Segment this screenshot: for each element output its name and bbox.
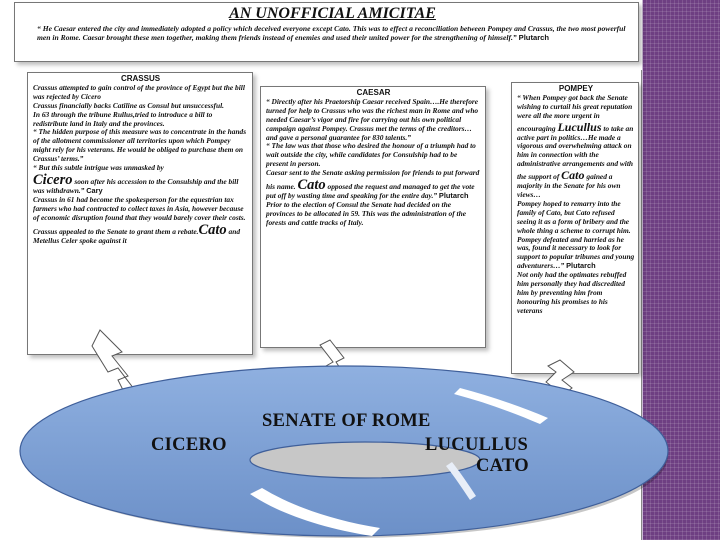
senate-label-cato: CATO	[476, 456, 529, 476]
pompey-text: gained a majority in the Senate for his own views…	[517, 172, 621, 199]
name-cato: Cato	[297, 177, 326, 194]
caesar-paragraph: Prior to the election of Consul the Senate had decided on the provinces to be allocated in 59. This was the administration of the forests and cattle tracks of Italy.	[266, 199, 466, 227]
senate-label-cicero: CICERO	[151, 435, 227, 455]
caesar-text: opposed the request and managed to get the vote put off by wasting time and speaking for the entire day.”	[266, 182, 475, 201]
pompey-heading: POMPEY	[558, 84, 594, 93]
name-cicero: Cicero	[33, 171, 73, 188]
name-cato: Cato	[561, 168, 585, 183]
caesar-heading: CAESAR	[356, 88, 391, 97]
crassus-heading: CRASSUS	[120, 74, 161, 83]
caesar-paragraph: “ The law was that those who desired the honour of a triumph had to wait outside the city, while candidates for Consulship had to be present in person.	[266, 141, 476, 169]
senate-title: SENATE OF ROME	[262, 411, 431, 431]
pompey-text: to take an active part in politics…He made a vigorous and overwhelming attack on him in connection with the administrative arrangements and with the support of	[517, 123, 634, 182]
crassus-paragraph: In 63 through the tribune Rullus,tried to introduce a bill to redistribute land in Italy and the provinces.	[33, 109, 213, 128]
caesar-source: Plutarch	[438, 191, 469, 201]
crassus-paragraph: Crassus financially backs Catiline as Consul but unsuccessful.	[33, 100, 224, 110]
pompey-text: “ When Pompey got back the Senate wishing to curtail his great reputation were all the more urgent in encouraging	[517, 92, 633, 133]
senate-label-lucullus: LUCULLUS	[425, 435, 529, 455]
crassus-paragraph: “ The hidden purpose of this measure was to concentrate in the hands of the allotment commissioner all territories upon which Pompey might rely for his veterans. He would be obliged to purchase them on Crassus’ terms.”	[33, 127, 247, 164]
name-cato: Cato	[198, 221, 227, 238]
caesar-text: Caesar sent to the Senate asking permission for friends to put forward his name.	[266, 168, 480, 192]
pompey-paragraph: Not only had the optimates rebuffed him personally they had discredited him by preventing him from honouring his promises to his veterans	[517, 270, 627, 315]
crassus-text: and Metellus Celer spoke against it	[33, 226, 241, 245]
crassus-text: soon after his accession to the Consulship and the bill was withdrawn.”	[33, 176, 239, 195]
crassus-paragraph: Crassus attempted to gain control of the province of Egypt but the bill was rejected by Cicero	[33, 82, 245, 101]
pompey-source: Plutarch	[566, 261, 596, 271]
caesar-paragraph: “ Directly after his Praetorship Caesar received Spain….He therefore turned for help to Crassus who was the richest man in Rome and who needed Caesar’s vigor and fire for carrying out his own political campaign against Pompey. Crassus met the terms of the creditors… and gave a personal guarantee for 830 talents.”	[266, 96, 479, 142]
name-lucullus: Lucullus	[557, 119, 602, 134]
title-quote-source: Plutarch	[518, 33, 550, 43]
title-quote-text: “ He Caesar entered the city and immediately adopted a policy which deceived everyone except Cato. This was to effect a reconciliation between Pompey and Crassus, the two most powerful men in Rome. Caesar brought these men together, making them friends instead of enemies and used their united power for the strengthening of himself.”	[37, 24, 626, 43]
crassus-paragraph: Crassus in 61 had become the spokesperson for the equestrian tax farmers who had contracted to collect taxes in Asia, however because of economic disruption found that they would barely cover their costs.	[33, 194, 246, 222]
crassus-text: Crassus appealed to the Senate to grant them a rebate.	[33, 226, 199, 236]
page-title: AN UNOFFICIAL AMICITAE	[229, 5, 436, 22]
crassus-text: “ But this subtle intrigue was unmasked by	[33, 163, 164, 173]
crassus-source: Cary	[86, 185, 103, 195]
pompey-text: Pompey hoped to remarry into the family of Cato, but Cato refused seeing it as a form of bribery and the whole thing a scheme to corrupt him. Pompey defeated and harried as he was, found it necessary to look for support to popular tribunes and young adventurers…”	[517, 198, 635, 271]
